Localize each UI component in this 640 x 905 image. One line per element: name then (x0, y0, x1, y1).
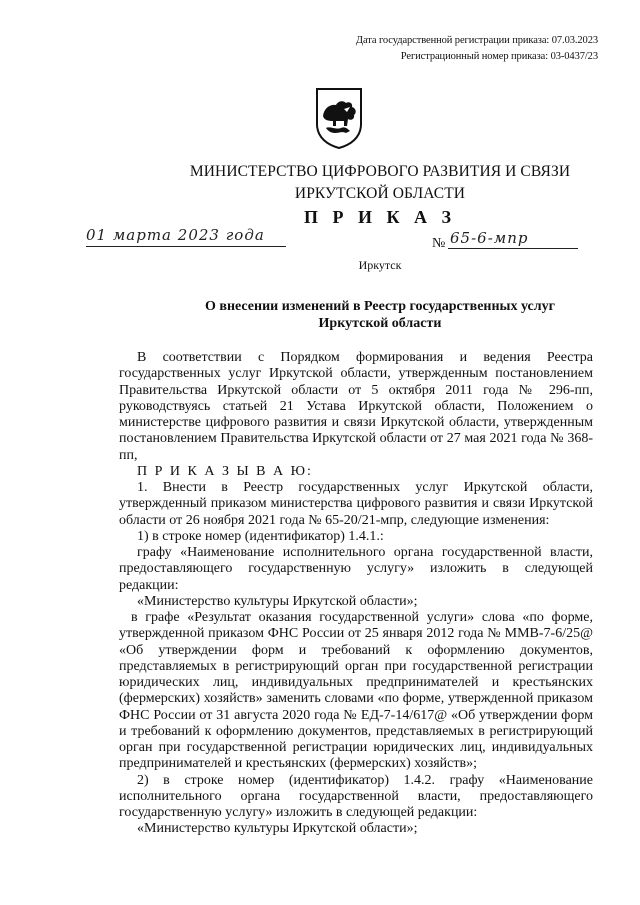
subitem-1-result-paragraph: в графе «Результат оказания государственной услуги» слова «по форме, утвержденной приказом ФНС России от 25 января 2012 года № ММВ-7-6/25@ «Об утверждении форм и требований к оформлению документов, представляемых в регистрирующий орган при государственной регистрации юридических лиц, индивидуальных предпринимателей и крестьянских (фермерских) хозяйств» заменить словами «по форме, утвержденной приказом ФНС России от 31 августа 2020 года № ЕД-7-14/617@ «Об утверждении форм и требований к оформлению документов, представляемых в регистрирующий орган при государственной регистрации юридических лиц, индивидуальных предпринимателей и крестьянских (фермерских) хозяйств»; (119, 610, 593, 772)
subitem-2-paragraph: 2) в строке номер (идентификатор) 1.4.2. графу «Наименование исполнительного органа государственной власти, предоставляющего государственную услугу» изложить в следующей редакции: (119, 772, 593, 820)
item-1-paragraph: 1. Внести в Реестр государственных услуг Иркутской области, утвержденный приказом министерства цифрового развития и связи Иркутской области от 26 ноября 2021 года № 65-20/21-мпр, следующие изменения: (119, 480, 593, 528)
subject-line-2: Иркутской области (318, 316, 442, 331)
ministry-name-line-1: МИНИСТЕРСТВО ЦИФРОВОГО РАЗВИТИЯ И СВЯЗИ (189, 163, 571, 180)
subject-line-1: О внесении изменений в Реестр государственных услуг (205, 299, 555, 314)
order-number-handwritten: 65-6-мпр (450, 229, 529, 247)
document-type-title: П Р И К А З (303, 207, 457, 227)
irkutsk-coat-of-arms-icon (314, 86, 364, 150)
order-word: П Р И К А З Ы В А Ю: (137, 463, 313, 479)
order-number-label: № (432, 236, 446, 251)
document-body (119, 350, 593, 838)
city-name: Иркутск (358, 258, 402, 272)
order-date-handwritten: 01 марта 2023 года (86, 226, 265, 244)
registration-number: Регистрационный номер приказа: 03-0437/23 (400, 51, 598, 62)
date-underline (86, 246, 286, 247)
ministry-name-line-2: ИРКУТСКОЙ ОБЛАСТИ (294, 185, 466, 202)
subitem-2-quote: «Министерство культуры Иркутской области»; (137, 821, 418, 837)
registration-date: Дата государственной регистрации приказа: 07.03.2023 (355, 35, 598, 46)
subitem-1-quote: «Министерство культуры Иркутской области»; (137, 593, 418, 609)
number-underline (448, 248, 578, 249)
preamble-paragraph: В соответствии с Порядком формирования и ведения Реестра государственных услуг Иркутской области, утвержденным постановлением Правительства Иркутской области от 5 октября 2011 года № 296-пп, руководствуясь статьей 21 Устава Иркутской области, Положением о министерстве цифрового развития и связи Иркутской области, утвержденным постановлением Правительства Иркутской области от 27 мая 2021 года № 368-пп, (119, 350, 593, 463)
subitem-1-graf-paragraph: графу «Наименование исполнительного органа государственной власти, предоставляющего государственную услугу» изложить в следующей редакции: (119, 545, 593, 593)
subitem-1-paragraph: 1) в строке номер (идентификатор) 1.4.1.: (137, 528, 384, 544)
document-subject (160, 298, 600, 332)
